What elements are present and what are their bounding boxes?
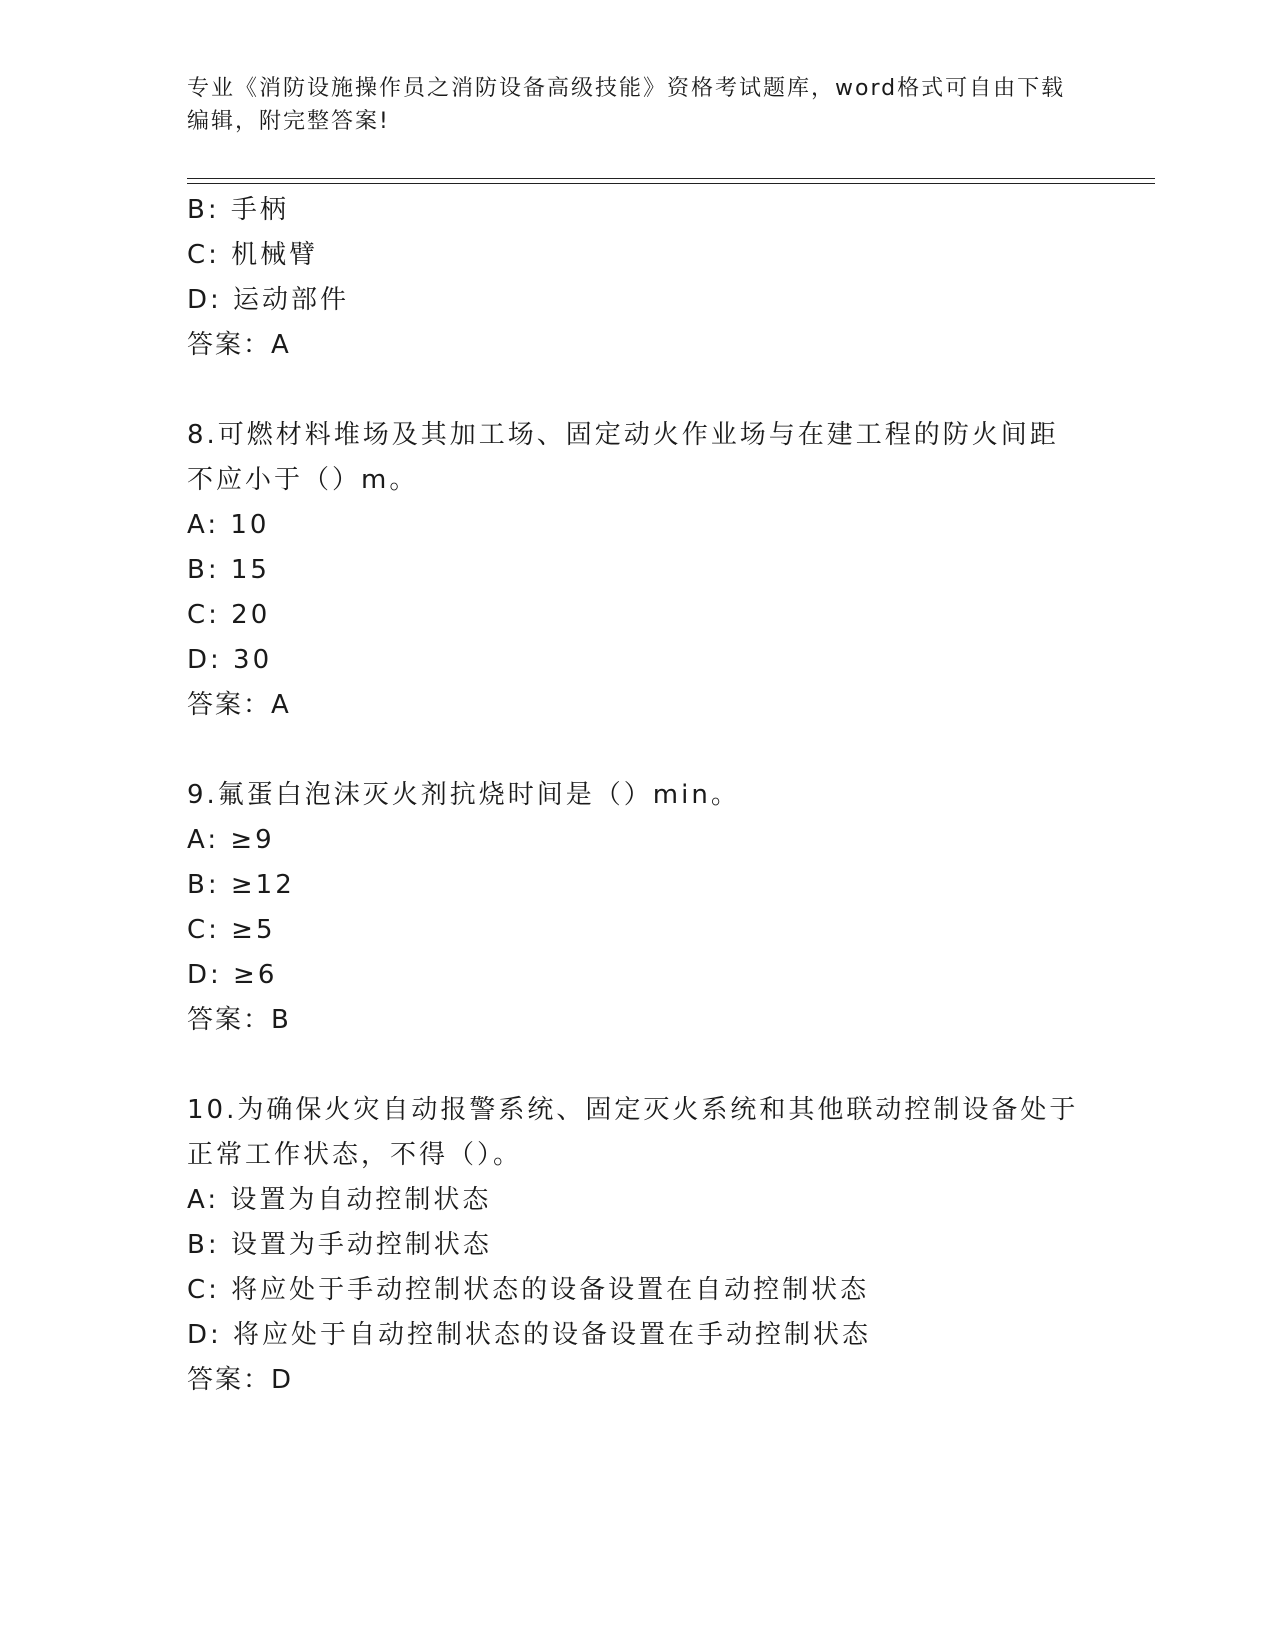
- option-a: A: 10: [187, 510, 270, 540]
- answer: 答案：A: [187, 330, 291, 360]
- option-d: D: 将应处于自动控制状态的设备设置在手动控制状态: [187, 1320, 872, 1350]
- question-stem: 10.为确保火灾自动报警系统、固定灭火系统和其他联动控制设备处于: [187, 1095, 1079, 1125]
- option-d: D: ≥6: [187, 960, 278, 990]
- answer: 答案：A: [187, 690, 291, 720]
- option-c: C: 将应处于手动控制状态的设备设置在自动控制状态: [187, 1275, 870, 1305]
- header-divider-top: [187, 178, 1155, 179]
- option-b: B: 手柄: [187, 195, 289, 225]
- document-header: 专业《消防设施操作员之消防设备高级技能》资格考试题库，word格式可自由下载编辑，附完整答案!: [187, 76, 1066, 134]
- option-b: B: 15: [187, 555, 270, 585]
- option-b: B: ≥12: [187, 870, 295, 900]
- header-divider-bottom: [187, 183, 1155, 184]
- question-stem: 不应小于（）m。: [187, 465, 419, 495]
- option-d: D: 30: [187, 645, 273, 675]
- question-stem: 正常工作状态，不得（）。: [187, 1140, 523, 1170]
- option-c: C: 20: [187, 600, 271, 630]
- answer: 答案：D: [187, 1365, 294, 1395]
- question-stem: 9.氟蛋白泡沫灭火剂抗烧时间是（）min。: [187, 780, 740, 810]
- option-b: B: 设置为手动控制状态: [187, 1230, 492, 1260]
- answer: 答案：B: [187, 1005, 291, 1035]
- option-a: A: 设置为自动控制状态: [187, 1185, 492, 1215]
- question-stem: 8.可燃材料堆场及其加工场、固定动火作业场与在建工程的防火间距: [187, 420, 1059, 450]
- option-d: D: 运动部件: [187, 285, 350, 315]
- option-c: C: 机械臂: [187, 240, 319, 270]
- option-a: A: ≥9: [187, 825, 275, 855]
- option-c: C: ≥5: [187, 915, 276, 945]
